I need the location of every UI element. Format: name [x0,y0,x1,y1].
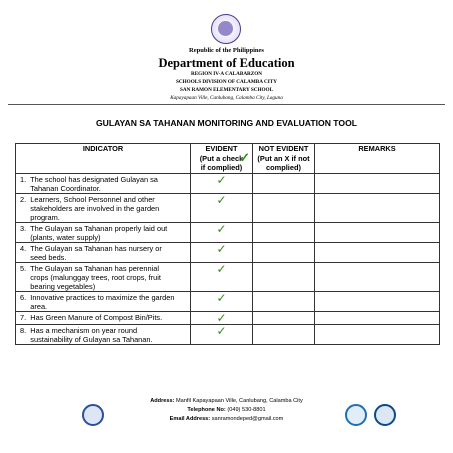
indicator-text: bearing vegetables) [20,281,96,291]
remarks-cell[interactable] [315,173,440,193]
indicator-cell [16,242,191,262]
indicator-text: sustainability of Gulayan sa Tahanan. [20,334,153,344]
table-row [16,193,440,222]
indicator-text: crops (malunggay trees, root crops, fruit [20,272,161,282]
indicator-text: 1. The school has designated Gulayan sa [20,174,158,184]
evident-cell[interactable] [191,222,253,242]
not-evident-cell[interactable] [253,173,315,193]
header-region: REGION IV-A CALABARZON [190,71,263,77]
header-division: SCHOOLS DIVISION OF CALAMBA CITY [176,79,277,85]
indicator-text: 3. The Gulayan sa Tahanan properly laid out [20,223,168,233]
indicator-cell [16,222,191,242]
check-mark-icon: ✓ [216,192,227,207]
indicator-text: stakeholders are involved in the garden [20,203,160,213]
indicator-cell [16,193,191,222]
indicator-text: seed beds. [20,252,67,262]
remarks-cell[interactable] [315,222,440,242]
footer-email: Email Address: sanramondeped@gmail.com [169,416,284,422]
evident-cell[interactable] [191,311,253,324]
table-row [16,242,440,262]
indicator-cell [16,173,191,193]
evident-cell[interactable] [191,291,253,311]
indicator-text: program. [20,212,60,222]
remarks-cell[interactable] [315,193,440,222]
remarks-cell[interactable] [315,262,440,291]
remarks-cell[interactable] [315,311,440,324]
indicator-text: 5. The Gulayan sa Tahanan has perennial [20,263,160,273]
evident-cell[interactable] [191,324,253,344]
header-department: Department of Education [158,56,295,70]
remarks-cell[interactable] [315,324,440,344]
indicator-text: area. [20,301,48,311]
check-mark-icon: ✓ [216,261,227,276]
header-indicator: INDICATOR [16,144,191,174]
check-mark-icon: ✓ [216,310,227,325]
check-mark-icon: ✓ [216,221,227,236]
not-evident-cell[interactable] [253,242,315,262]
evident-cell[interactable] [191,173,253,193]
table-row [16,311,440,324]
indicator-cell [16,311,191,324]
not-evident-cell[interactable] [253,262,315,291]
deped-seal-logo [211,14,241,44]
evident-cell[interactable] [191,193,253,222]
table-header-row [16,144,440,174]
check-mark-icon: ✓ [216,172,227,187]
header-remarks: REMARKS [315,144,440,174]
check-mark-icon: ✓ [239,150,250,165]
evaluation-table [15,143,440,345]
indicator-text: 4. The Gulayan sa Tahanan has nursery or [20,243,162,253]
indicator-text: 6. Innovative practices to maximize the garden [20,292,175,302]
not-evident-cell[interactable] [253,291,315,311]
indicator-text: 7. Has Green Manure of Compost Bin/Pits. [20,312,163,322]
header-school: SAN RAMON ELEMENTARY SCHOOL [179,87,274,93]
remarks-cell[interactable] [315,291,440,311]
indicator-cell [16,262,191,291]
indicator-text: 8. Has a mechanism on year round [20,325,138,335]
remarks-cell[interactable] [315,242,440,262]
table-row [16,173,440,193]
document-title: GULAYAN SA TAHANAN MONITORING AND EVALUATION TOOL [96,118,357,128]
indicator-text: Tahanan Coordinator. [20,183,101,193]
indicator-cell [16,291,191,311]
table-row [16,262,440,291]
table-row [16,291,440,311]
header-republic: Republic of the Philippines [189,47,264,54]
header-evident: EVIDENT (Put a check if complied) ✓ [191,144,253,174]
not-evident-cell[interactable] [253,193,315,222]
not-evident-cell[interactable] [253,324,315,344]
footer-telephone: Telephone No: (049) 530-8801 [187,407,266,413]
table-row [16,222,440,242]
not-evident-cell[interactable] [253,222,315,242]
evident-cell[interactable] [191,262,253,291]
indicator-text: (plants, water supply) [20,232,101,242]
check-mark-icon: ✓ [216,290,227,305]
header-address: Kapayapaan Ville, Canlubang, Calamba City, Laguna [170,95,283,101]
header-divider [8,104,445,105]
not-evident-cell[interactable] [253,311,315,324]
indicator-text: 2. Learners, School Personnel and other [20,194,155,204]
table-row [16,324,440,344]
footer-address: Address: Manfil Kapayapaan Ville, Canlubang, Calamba City [150,398,303,404]
check-mark-icon: ✓ [216,323,227,338]
header-not-evident: NOT EVIDENT (Put an X if not complied) [253,144,315,174]
check-mark-icon: ✓ [216,241,227,256]
indicator-cell [16,324,191,344]
evident-cell[interactable] [191,242,253,262]
